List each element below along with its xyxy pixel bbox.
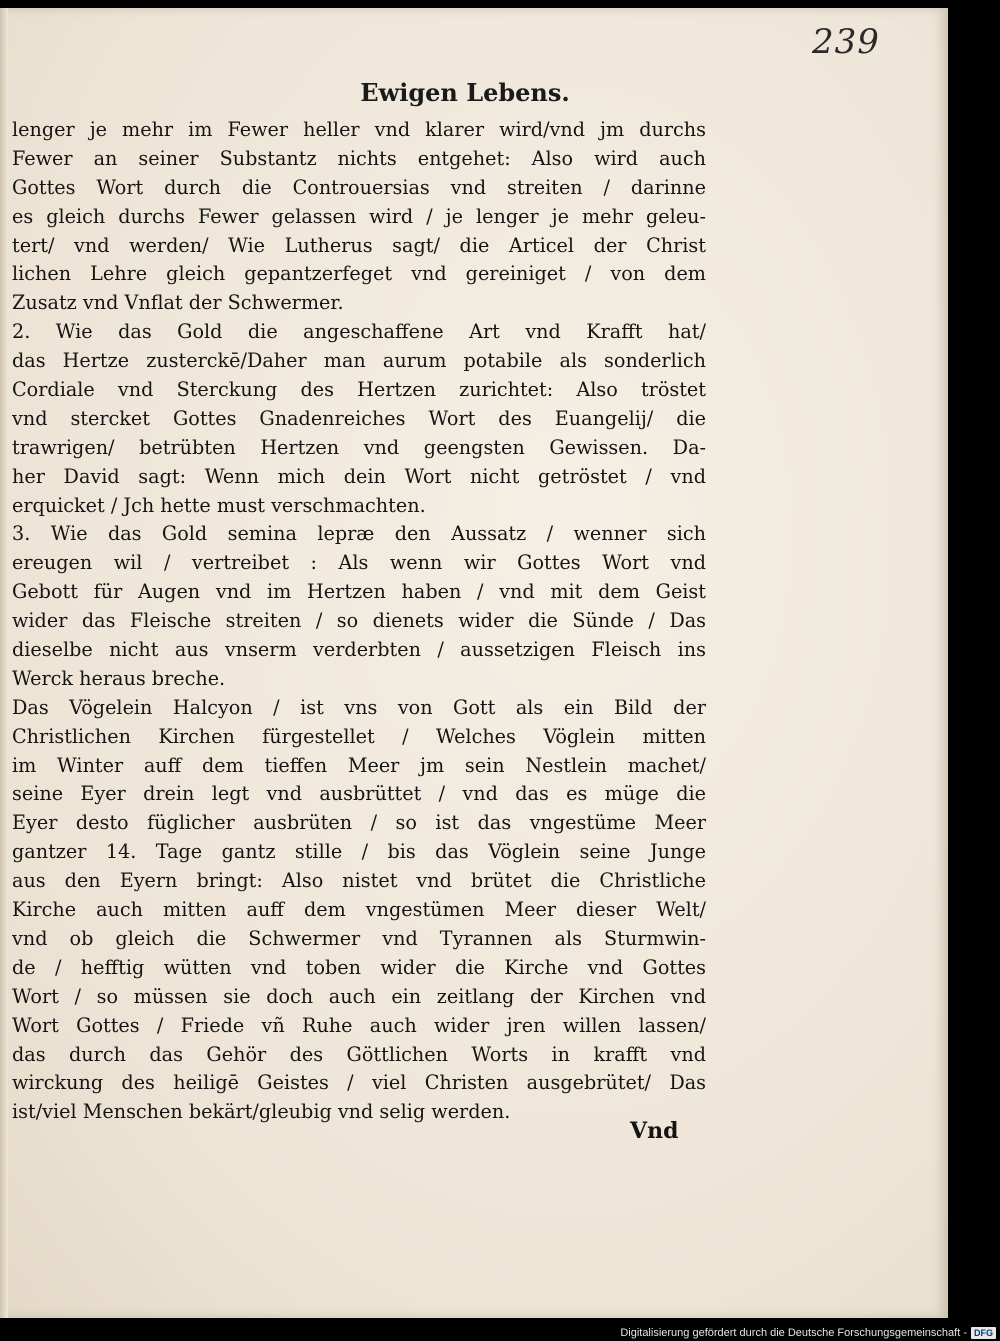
text-line: seine Eyer drein legt vnd ausbrüttet / vnd das es müge die <box>12 782 706 806</box>
text-line: erquicket / Jch hette must verschmachten. <box>12 493 426 517</box>
dfg-logo: DFG <box>971 1327 996 1339</box>
footer-text: Digitalisierung gefördert durch die Deutsche Forschungsgemeinschaft - <box>620 1327 967 1339</box>
text-line: das Hertze zusterckē/Daher man aurum potabile als sonderlich <box>12 349 706 373</box>
text-line: das durch das Gehör des Göttlichen Worts in krafft vnd <box>12 1042 706 1066</box>
text-line: es gleich durchs Fewer gelassen wird / je lenger je mehr geleu- <box>12 204 706 228</box>
text-line: wirckung des heiligē Geistes / viel Christen ausgebrütet/ Das <box>12 1071 706 1095</box>
text-line: ist/viel Menschen bekärt/gleubig vnd selig werden. <box>12 1100 511 1124</box>
text-line: aus den Eyern bringt: Also nistet vnd brütet die Christliche <box>12 869 706 893</box>
text-line: Das Vögelein Halcyon / ist vns von Gott als ein Bild der <box>12 695 706 719</box>
text-line: Fewer an seiner Substantz nichts entgehet: Also wird auch <box>12 146 706 170</box>
text-line: lichen Lehre gleich gepantzerfeget vnd gereiniget / von dem <box>12 262 706 286</box>
text-line: Werck heraus breche. <box>12 666 226 690</box>
text-line: Eyer desto füglicher ausbrüten / so ist das vngestüme Meer <box>12 811 706 835</box>
book-page <box>0 8 948 1318</box>
text-line: Kirche auch mitten auff dem vngestümen Meer dieser Welt/ <box>12 898 706 922</box>
text-line: vnd ob gleich die Schwermer vnd Tyrannen als Sturmwin- <box>12 926 706 950</box>
text-line: trawrigen/ betrübten Hertzen vnd geengsten Gewissen. Da- <box>12 435 706 459</box>
text-line: Gebott für Augen vnd im Hertzen haben / vnd mit dem Geist <box>12 580 706 604</box>
running-head: Ewigen Lebens. <box>360 78 570 107</box>
text-line: Cordiale vnd Sterckung des Hertzen zurichtet: Also tröstet <box>12 378 706 402</box>
body-text <box>12 116 706 1127</box>
text-line: 2. Wie das Gold die angeschaffene Art vnd Krafft hat/ <box>12 320 706 344</box>
catchword: Vnd <box>630 1118 679 1144</box>
text-line: Christlichen Kirchen fürgestellet / Welches Vöglein mitten <box>12 724 706 748</box>
text-line: Gottes Wort durch die Controuersias vnd streiten / darinne <box>12 175 706 199</box>
text-line: Zusatz vnd Vnflat der Schwermer. <box>12 291 344 315</box>
text-line: 3. Wie das Gold semina lepræ den Aussatz / wenner sich <box>12 522 706 546</box>
text-line: lenger je mehr im Fewer heller vnd klarer wird/vnd jm durchs <box>12 118 706 141</box>
text-line: de / hefftig wütten vnd toben wider die Kirche vnd Gottes <box>12 955 706 979</box>
text-line: im Winter auff dem tieffen Meer jm sein Nestlein machet/ <box>12 753 706 777</box>
text-line: tert/ vnd werden/ Wie Lutherus sagt/ die Articel der Christ <box>12 233 706 257</box>
page-number: 239 <box>812 22 880 62</box>
text-line: wider das Fleische streiten / so dienets wider die Sünde / Das <box>12 609 706 633</box>
text-line: dieselbe nicht aus vnserm verderbten / aussetzigen Fleisch ins <box>12 638 706 662</box>
text-line: Wort Gottes / Friede vñ Ruhe auch wider jren willen lassen/ <box>12 1013 706 1037</box>
text-line: her David sagt: Wenn mich dein Wort nicht getröstet / vnd <box>12 464 706 488</box>
page-edge <box>0 8 8 1318</box>
text-line: ereugen wil / vertreibet : Als wenn wir Gottes Wort vnd <box>12 551 706 575</box>
text-line: Wort / so müssen sie doch auch ein zeitlang der Kirchen vnd <box>12 984 706 1008</box>
text-line: vnd stercket Gottes Gnadenreiches Wort des Euangelij/ die <box>12 406 706 430</box>
footer-credit <box>620 1327 996 1339</box>
text-line: gantzer 14. Tage gantz stille / bis das Vöglein seine Junge <box>12 840 706 864</box>
